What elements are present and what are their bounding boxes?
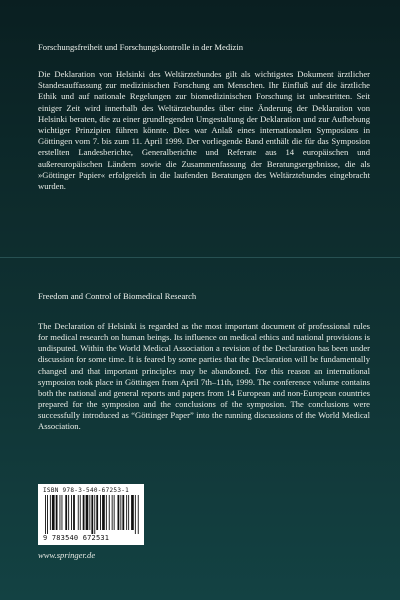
english-title: Freedom and Control of Biomedical Research	[38, 291, 197, 301]
barcode-bars-graphic	[43, 495, 139, 534]
publisher-url[interactable]: www.springer.de	[38, 550, 96, 560]
english-body-text: The Declaration of Helsinki is regarded as the most important document of professional rules for medical research on human beings. Its influence on medical ethics and national provisions is undisputed. Within the World Medical Association a revision of the Declaration has been under discussion for some time. It is feared by some parties that the Declaration will be fundamentally changed and that important principles may be abandoned. For this reason an international symposion took place in Göttingen from April 7th–11th, 1999. The conference volume contains both the national and general reports and papers from 14 European and non-European countries prepared for the symposion and the conclusions of the symposion. The conclusions were successfully introduced as “Göttinger Paper” into the running discussions of the World Medical Association.	[38, 321, 370, 432]
isbn-number: ISBN 978-3-540-67253-1	[43, 487, 130, 494]
english-blurb	[38, 290, 370, 433]
barcode-digits: 9 783540 672531	[43, 534, 110, 542]
german-blurb	[38, 41, 370, 192]
german-title: Forschungsfreiheit und Forschungskontrolle in der Medizin	[38, 42, 244, 52]
german-body-text: Die Deklaration von Helsinki des Weltärztebundes gilt als wichtigstes Dokument ärztlicher Standesauffassung zur medizinischen Forschung am Menschen. Ihr Einfluß auf die ärztliche Ethik und auf nationale Regelungen zur biomedizinischen Forschung ist unbestritten. Seit einiger Zeit wird innerhalb des Weltärztebundes über eine Änderung der Deklaration von Helsinki beraten, die zu einer grundlegenden Umgestaltung der Deklaration und zur Aufhebung wichtiger Prinzipien führen könnte. Dies war Anlaß eines internationalen Symposions in Göttingen vom 7. bis zum 11. April 1999. Der vorliegende Band enthält die für das Symposion erstellten Landesberichte, Generalberichte und Referate aus 14 europäischen und außereuropäischen Ländern sowie die Zusammenfassung der Beratungsergebnisse, die als »Göttinger Papier« erfolgreich in die laufenden Beratungen des Weltärztebundes eingebracht wurden.	[38, 69, 370, 192]
section-divider	[0, 257, 400, 258]
isbn-barcode	[38, 484, 144, 545]
